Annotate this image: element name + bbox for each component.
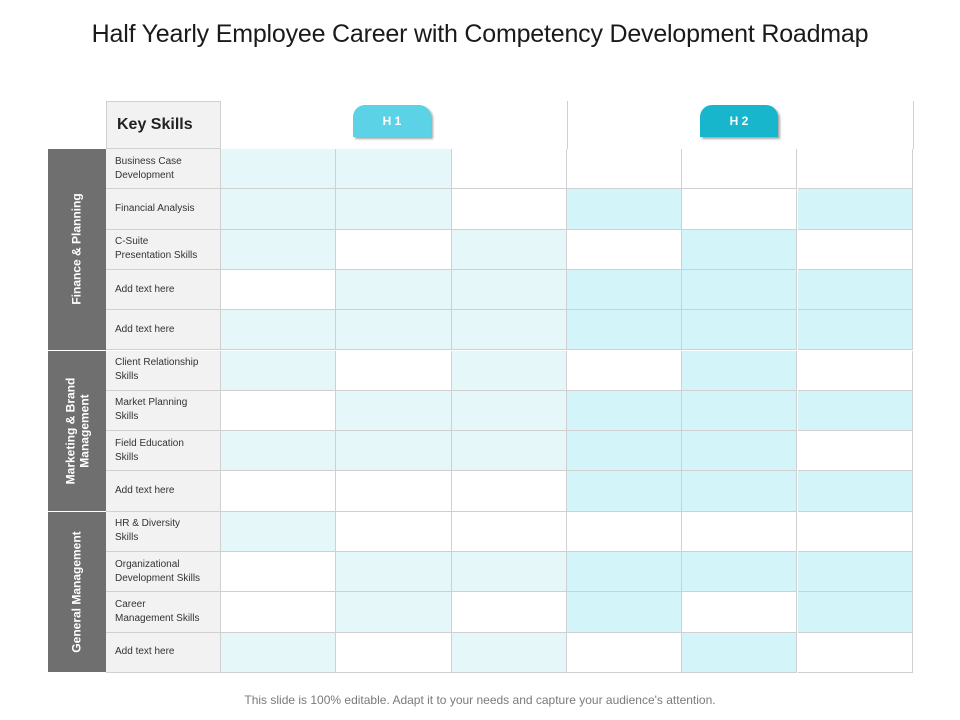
roadmap-cell[interactable] (682, 512, 797, 552)
section-label: Finance & Planning (70, 193, 85, 305)
roadmap-cell[interactable] (221, 310, 336, 350)
skill-label: Business Case Development (106, 149, 221, 189)
roadmap-cell[interactable] (798, 471, 913, 511)
roadmap-cell[interactable] (452, 471, 567, 511)
roadmap-cell[interactable] (336, 431, 451, 471)
roadmap-cell[interactable] (798, 351, 913, 391)
skill-label: Field Education Skills (106, 431, 221, 471)
roadmap-cell[interactable] (221, 633, 336, 673)
roadmap-cell[interactable] (221, 230, 336, 270)
skill-label: Market Planning Skills (106, 391, 221, 431)
roadmap-cell[interactable] (221, 471, 336, 511)
roadmap-cell[interactable] (221, 391, 336, 431)
skill-label: Add text here (106, 270, 221, 310)
roadmap-cell[interactable] (567, 270, 682, 310)
roadmap-cell[interactable] (336, 310, 451, 350)
roadmap-cell[interactable] (798, 149, 913, 189)
roadmap-cell[interactable] (336, 270, 451, 310)
roadmap-cell[interactable] (798, 552, 913, 592)
roadmap-cell[interactable] (682, 189, 797, 229)
roadmap-cell[interactable] (452, 391, 567, 431)
roadmap-cell[interactable] (798, 431, 913, 471)
roadmap-cell[interactable] (567, 230, 682, 270)
skill-label: Career Management Skills (106, 592, 221, 632)
roadmap-cell[interactable] (336, 471, 451, 511)
roadmap-cell[interactable] (452, 149, 567, 189)
roadmap-cell[interactable] (798, 512, 913, 552)
roadmap-cell[interactable] (221, 270, 336, 310)
roadmap-cell[interactable] (798, 592, 913, 632)
skill-label: C-Suite Presentation Skills (106, 230, 221, 270)
roadmap-cell[interactable] (567, 471, 682, 511)
skill-label: Organizational Development Skills (106, 552, 221, 592)
roadmap-cell[interactable] (336, 512, 451, 552)
roadmap-cell[interactable] (682, 310, 797, 350)
roadmap-cell[interactable] (336, 230, 451, 270)
roadmap-cell[interactable] (336, 149, 451, 189)
section-band-2 (48, 512, 106, 673)
roadmap-cell[interactable] (221, 351, 336, 391)
roadmap-cell[interactable] (452, 592, 567, 632)
roadmap-cell[interactable] (682, 351, 797, 391)
skill-label: Add text here (106, 633, 221, 673)
roadmap-cell[interactable] (567, 351, 682, 391)
roadmap-cell[interactable] (682, 431, 797, 471)
roadmap-cell[interactable] (221, 512, 336, 552)
roadmap-cell[interactable] (798, 391, 913, 431)
skill-label: Add text here (106, 471, 221, 511)
roadmap-cell[interactable] (452, 310, 567, 350)
roadmap-cell[interactable] (682, 592, 797, 632)
roadmap-cell[interactable] (567, 391, 682, 431)
roadmap-cell[interactable] (682, 149, 797, 189)
roadmap-cell[interactable] (452, 431, 567, 471)
roadmap-cell[interactable] (221, 149, 336, 189)
roadmap-cell[interactable] (336, 592, 451, 632)
roadmap-cell[interactable] (682, 230, 797, 270)
roadmap-cell[interactable] (336, 351, 451, 391)
roadmap-cell[interactable] (221, 592, 336, 632)
skill-label: Client Relationship Skills (106, 351, 221, 391)
roadmap-cell[interactable] (221, 552, 336, 592)
roadmap-cell[interactable] (567, 633, 682, 673)
skill-label: Add text here (106, 310, 221, 350)
footer-note: This slide is 100% editable. Adapt it to your needs and capture your audience's attention. (244, 693, 716, 707)
roadmap-cell[interactable] (798, 633, 913, 673)
roadmap-cell[interactable] (336, 633, 451, 673)
section-label: General Management (70, 531, 84, 653)
header-divider (567, 101, 568, 149)
roadmap-cell[interactable] (798, 230, 913, 270)
roadmap-cell[interactable] (798, 310, 913, 350)
section-label: Marketing & Brand Management (63, 377, 91, 484)
roadmap-cell[interactable] (452, 230, 567, 270)
roadmap-cell[interactable] (682, 552, 797, 592)
phase-tab-h2: H 2 (700, 105, 778, 137)
page-title: Half Yearly Employee Career with Competency Development Roadmap (91, 20, 869, 48)
roadmap-cell[interactable] (682, 471, 797, 511)
roadmap-cell[interactable] (221, 431, 336, 471)
roadmap-cell[interactable] (336, 189, 451, 229)
roadmap-cell[interactable] (452, 552, 567, 592)
roadmap-cell[interactable] (567, 189, 682, 229)
key-skills-header: Key Skills (106, 101, 221, 149)
roadmap-cell[interactable] (567, 512, 682, 552)
section-band-0 (48, 149, 106, 351)
roadmap-cell[interactable] (221, 189, 336, 229)
phase-tab-h1: H 1 (353, 105, 431, 137)
roadmap-cell[interactable] (452, 512, 567, 552)
roadmap-cell[interactable] (452, 351, 567, 391)
roadmap-cell[interactable] (567, 310, 682, 350)
roadmap-cell[interactable] (336, 391, 451, 431)
roadmap-cell[interactable] (567, 552, 682, 592)
skill-label: Financial Analysis (106, 189, 221, 229)
roadmap-cell[interactable] (452, 633, 567, 673)
section-band-1 (48, 351, 106, 512)
skill-label: HR & Diversity Skills (106, 512, 221, 552)
roadmap-cell[interactable] (336, 552, 451, 592)
roadmap-cell[interactable] (567, 431, 682, 471)
header-divider (913, 101, 914, 149)
roadmap-cell[interactable] (798, 189, 913, 229)
roadmap-cell[interactable] (452, 270, 567, 310)
roadmap-cell[interactable] (798, 270, 913, 310)
roadmap-cell[interactable] (682, 633, 797, 673)
roadmap-cell[interactable] (682, 391, 797, 431)
roadmap-cell[interactable] (682, 270, 797, 310)
roadmap-cell[interactable] (567, 149, 682, 189)
roadmap-cell[interactable] (567, 592, 682, 632)
roadmap-cell[interactable] (452, 189, 567, 229)
